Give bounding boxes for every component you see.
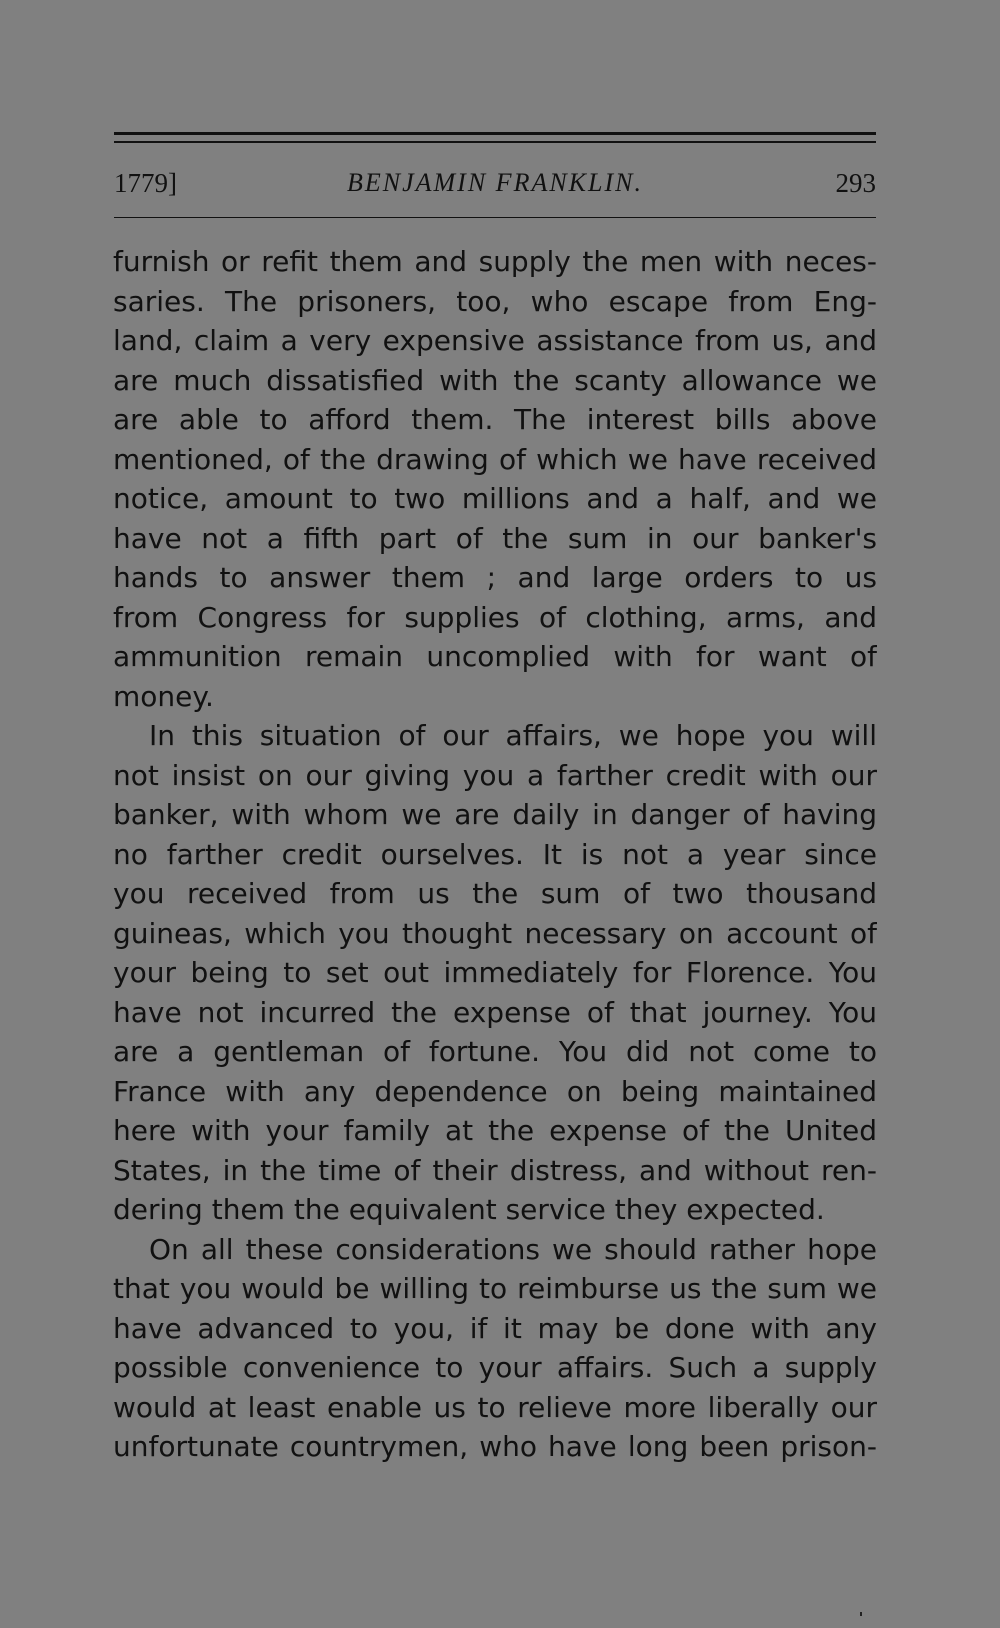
text-line: would at least enable us to relieve more liberally our — [113, 1390, 877, 1424]
header-rule-thin — [114, 141, 876, 143]
paragraph-2 — [113, 716, 877, 1230]
running-head-title: BENJAMIN FRANKLIN. — [347, 168, 643, 197]
paragraph-1 — [113, 242, 877, 716]
text-line: unfortunate countrymen, who have long been prison- — [113, 1430, 877, 1463]
text-line: you received from us the sum of two thousand — [113, 877, 877, 910]
paragraph-3 — [113, 1230, 877, 1467]
text-line: your being to set out immediately for Florence. You — [113, 956, 877, 989]
text-line: furnish or refit them and supply the men with neces- — [113, 245, 877, 278]
body-text — [113, 242, 877, 1467]
running-head — [114, 163, 876, 203]
text-line: have not a fifth part of the sum in our banker's — [113, 521, 877, 555]
text-line: are a gentleman of fortune. You did not come to — [113, 1035, 877, 1068]
running-head-year: 1779] — [114, 168, 177, 198]
text-line: have advanced to you, if it may be done with any — [113, 1311, 877, 1345]
text-line: are much dissatisfied with the scanty allowance we — [113, 363, 877, 397]
header-underline — [114, 217, 876, 218]
text-line: that you would be willing to reimburse us the sum we — [113, 1272, 877, 1305]
text-line: banker, with whom we are daily in danger of having — [113, 798, 877, 831]
text-line: States, in the time of their distress, and without ren- — [113, 1153, 877, 1187]
text-line: notice, amount to two millions and a half, and we — [113, 482, 877, 515]
text-line: from Congress for supplies of clothing, arms, and — [113, 600, 877, 634]
text-line: have not incurred the expense of that journey. You — [113, 995, 877, 1029]
text-line: ammunition remain uncomplied with for want of — [113, 640, 877, 673]
text-line: are able to afford them. The interest bills above — [113, 403, 877, 436]
scan-speck — [860, 1612, 862, 1616]
page-number: 293 — [835, 168, 876, 198]
text-line: On all these considerations we should rather hope — [149, 1232, 877, 1266]
text-line: possible convenience to your affairs. Such a supply — [113, 1351, 877, 1384]
text-line: France with any dependence on being maintained — [113, 1074, 877, 1108]
text-line: dering them the equivalent service they expected. — [113, 1193, 825, 1226]
text-line: saries. The prisoners, too, who escape from Eng- — [113, 284, 877, 318]
text-line: not insist on our giving you a farther credit with our — [113, 758, 877, 792]
text-line: here with your family at the expense of the United — [113, 1114, 877, 1147]
text-line: land, claim a very expensive assistance from us, and — [113, 324, 877, 357]
header-rule-thick — [114, 132, 876, 135]
text-line: money. — [113, 679, 214, 713]
text-line: no farther credit ourselves. It is not a year since — [113, 837, 877, 871]
text-line: hands to answer them ; and large orders to us — [113, 561, 877, 594]
text-line: guineas, which you thought necessary on account of — [113, 916, 877, 950]
text-line: mentioned, of the drawing of which we have received — [113, 442, 877, 476]
text-line: In this situation of our affairs, we hope you will — [149, 719, 877, 752]
